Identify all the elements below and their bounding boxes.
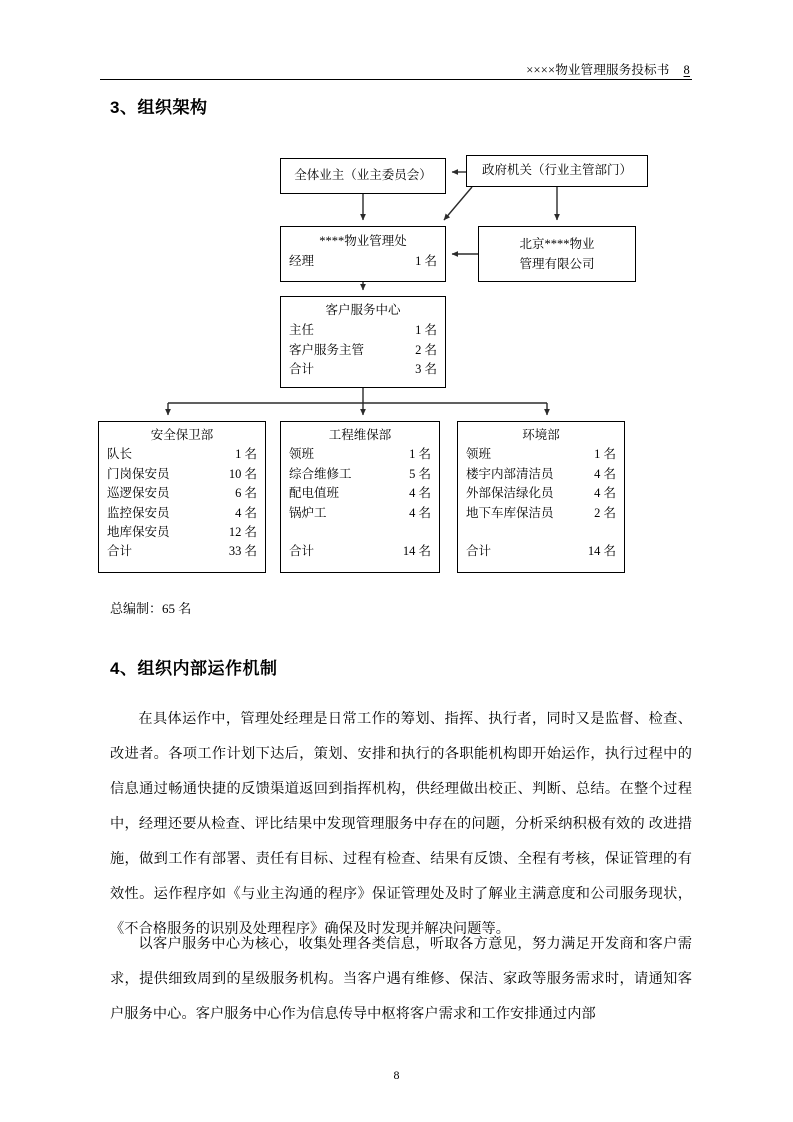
total-count: 14 名 (402, 543, 431, 558)
total-headcount-line: 总编制：65 名 (110, 601, 192, 616)
table-row (289, 445, 431, 464)
table-row (107, 465, 257, 484)
role-count: 4 名 (594, 486, 616, 501)
table-row-spacer (466, 523, 616, 542)
org-box-management-office (280, 226, 446, 282)
table-row (289, 484, 431, 503)
role-label: 综合维修工 (289, 466, 352, 481)
table-row-total (107, 542, 257, 561)
org-box-customer-service-center-title: 客户服务中心 (325, 303, 401, 317)
total-label: 合计 (466, 543, 492, 558)
table-row (107, 484, 257, 503)
role-count: 2 名 (415, 342, 437, 357)
paragraph-text: 在具体运作中，管理处经理是日常工作的筹划、指挥、执行者，同时又是监督、检查、改进者。各项工作计划下达后，策划、安排和执行的各职能机构即开始运作，执行过程中的信息通过畅通快捷的反馈渠道返回到指挥机构，供经理做出校正、判断、总结。在整个过程中，经理还要从检查、评比结果中发现管理服务中存在的问题，分析采纳积极有效的 改进措施，做到工作有部署、责任有目标、过程有检查、结果有反馈、全程有考核，保证管理的有效性。运作程序如《与业主沟通的程序》保证管理处及时了解业主满意度和公司服务现状，《不合格服务的识别及处理程序》确保及时发现并解决问题等。 (110, 711, 692, 937)
org-box-company-line1: 北京****物业 (519, 236, 595, 251)
role-label: 门岗保安员 (107, 466, 170, 481)
page-title-section-3: 3、组织架构 (110, 98, 208, 117)
org-box-security-department (98, 421, 266, 573)
table-row-spacer (289, 523, 431, 542)
org-box-customer-service-center (280, 296, 446, 388)
page-title-section-4: 4、组织内部运作机制 (110, 659, 278, 678)
role-label: 锅炉工 (289, 505, 327, 520)
role-label: 队长 (107, 447, 133, 462)
table-row (107, 504, 257, 523)
role-count: 1 名 (415, 254, 437, 269)
org-box-engineering-department-title: 工程维保部 (328, 428, 392, 442)
table-row (466, 445, 616, 464)
total-label: 合计 (289, 362, 315, 377)
org-box-company-line2: 管理有限公司 (519, 256, 595, 271)
role-count: 4 名 (409, 486, 431, 501)
table-row (466, 504, 616, 523)
table-row (107, 523, 257, 542)
role-count: 10 名 (228, 466, 257, 481)
role-label: 经理 (289, 254, 315, 269)
org-box-environment-department (457, 421, 625, 573)
role-count: 4 名 (235, 505, 257, 520)
total-label: 合计 (289, 543, 315, 558)
role-label: 领班 (289, 447, 315, 462)
role-count: 5 名 (409, 466, 431, 481)
body-paragraph-1 (110, 702, 692, 947)
table-row (289, 504, 431, 523)
role-label: 地库保安员 (107, 524, 170, 539)
table-row-total (466, 542, 616, 561)
role-label: 主任 (289, 323, 315, 338)
table-row (289, 341, 437, 360)
role-count: 2 名 (594, 505, 616, 520)
org-box-government-title: 政府机关（行业主管部门） (481, 162, 632, 177)
running-header (100, 52, 692, 78)
org-box-engineering-department (280, 421, 440, 573)
org-box-environment-department-title: 环境部 (522, 428, 560, 442)
paragraph-text: 以客户服务中心为核心，收集处理各类信息，听取各方意见，努力满足开发商和客户需求，提供细致周到的星级服务机构。当客户遇有维修、保洁、家政等服务需求时，请通知客户服务中心。客户服务中心作为信息传导中枢将客户需求和工作安排通过内部 (110, 936, 692, 1022)
role-count: 4 名 (594, 466, 616, 481)
org-box-government (466, 155, 648, 187)
role-count: 12 名 (228, 524, 257, 539)
role-count: 1 名 (594, 447, 616, 462)
header-divider-rule (100, 79, 692, 80)
table-row-total (289, 542, 431, 561)
table-row (107, 445, 257, 464)
org-box-security-department-title: 安全保卫部 (150, 428, 214, 442)
table-row (289, 252, 437, 271)
body-paragraph-2 (110, 927, 692, 1032)
role-label: 地下车库保洁员 (466, 505, 554, 520)
table-row (289, 465, 431, 484)
role-label: 楼宇内部清洁员 (466, 466, 554, 481)
footer-page-number: 8 (393, 1068, 400, 1082)
org-box-company (478, 226, 636, 282)
role-count: 1 名 (415, 323, 437, 338)
total-count: 3 名 (415, 362, 437, 377)
role-count: 1 名 (235, 447, 257, 462)
table-row (466, 484, 616, 503)
role-label: 配电值班 (289, 486, 340, 501)
role-label: 外部保洁绿化员 (466, 486, 554, 501)
table-row (289, 321, 437, 340)
header-title: ××××物业管理服务投标书 (526, 63, 670, 77)
table-row (466, 465, 616, 484)
role-label: 监控保安员 (107, 505, 170, 520)
role-label: 领班 (466, 447, 492, 462)
org-box-all-owners-title: 全体业主（业主委员会） (294, 167, 432, 182)
role-count: 1 名 (409, 447, 431, 462)
role-count: 4 名 (409, 505, 431, 520)
org-box-all-owners (280, 158, 446, 194)
org-box-management-office-title: ****物业管理处 (319, 234, 407, 248)
total-count: 33 名 (228, 544, 257, 559)
total-count: 14 名 (587, 543, 616, 558)
role-label: 客户服务主管 (289, 342, 365, 357)
total-label: 合计 (107, 544, 133, 559)
role-label: 巡逻保安员 (107, 486, 170, 501)
header-page-number: 8 (683, 63, 690, 77)
table-row-total (289, 360, 437, 379)
role-count: 6 名 (235, 486, 257, 501)
